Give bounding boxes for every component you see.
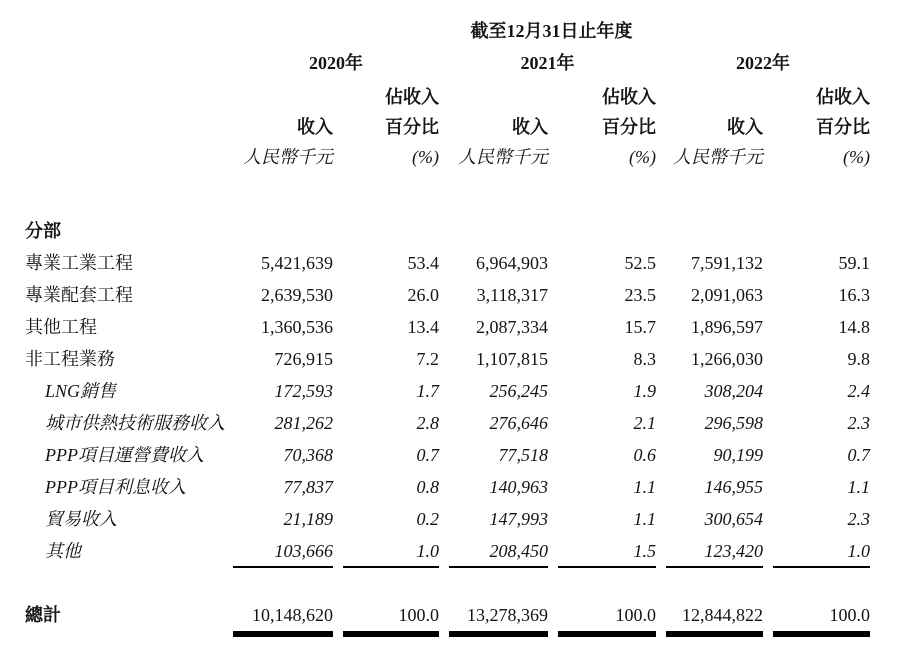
total-label: 總計 — [25, 605, 61, 626]
revenue-2020-cell: 5,421,639 — [261, 253, 333, 274]
total-pct-2021: 100.0 — [615, 605, 656, 626]
total-revenue-2022: 12,844,822 — [682, 605, 763, 626]
pct-2020-cell: 7.2 — [416, 349, 439, 370]
year-header-2022: 2022年 — [736, 53, 790, 74]
row-label: 其他工程 — [25, 317, 97, 338]
row-label: PPP項目運營費收入 — [45, 445, 204, 466]
single-rule — [558, 566, 656, 568]
spacer-cell — [25, 626, 233, 648]
pct-2021-cell: 1.9 — [633, 381, 656, 402]
row-label: 專業配套工程 — [25, 285, 133, 306]
revenue-2022-cell: 123,420 — [704, 541, 763, 562]
pct-2022-cell: 1.0 — [847, 541, 870, 562]
pct-2020-cell: 1.7 — [416, 381, 439, 402]
underline-cell — [548, 562, 656, 582]
row-label: 其他 — [45, 541, 81, 562]
year-header-row — [25, 42, 870, 74]
pct-2020-cell: 0.7 — [416, 445, 439, 466]
revenue-2020-cell: 103,666 — [274, 541, 333, 562]
double-rule-cell — [333, 626, 439, 648]
table-row — [25, 274, 870, 306]
single-rule — [343, 566, 439, 568]
table-row — [25, 370, 870, 402]
spacer-cell — [25, 74, 233, 108]
pct-2020-cell: 53.4 — [407, 253, 439, 274]
total-row — [25, 600, 870, 626]
total-double-rule-row — [25, 626, 870, 648]
table-row — [25, 306, 870, 338]
double-rule — [773, 631, 870, 637]
underline-cell — [233, 562, 333, 582]
table-row — [25, 242, 870, 274]
section-label: 分部 — [25, 221, 61, 242]
revenue-breakdown-table — [25, 12, 870, 648]
revenue-unit-2020: 人民幣千元 — [243, 147, 333, 168]
single-rule — [666, 566, 763, 568]
pct-2020-cell: 13.4 — [407, 317, 439, 338]
revenue-header-2022: 收入 — [727, 117, 763, 138]
pct-2021-cell: 1.1 — [633, 509, 656, 530]
pct-2021-cell: 8.3 — [633, 349, 656, 370]
double-rule — [449, 631, 548, 637]
pct-2021-cell: 2.1 — [633, 413, 656, 434]
single-rule — [773, 566, 870, 568]
pct-header-2021-line1: 佔收入 — [602, 87, 656, 108]
revenue-unit-2022: 人民幣千元 — [673, 147, 763, 168]
pct-2022-cell: 14.8 — [838, 317, 870, 338]
table-title: 截至12月31日止年度 — [470, 21, 633, 42]
revenue-2020-cell: 21,189 — [283, 509, 333, 530]
spacer-cell — [439, 74, 548, 108]
double-rule-cell — [233, 626, 333, 648]
revenue-2021-cell: 256,245 — [489, 381, 548, 402]
spacer-cell — [233, 212, 870, 242]
pct-2020-cell: 1.0 — [416, 541, 439, 562]
pct-2022-cell: 2.3 — [847, 509, 870, 530]
double-rule — [558, 631, 656, 637]
double-rule — [233, 631, 333, 637]
double-rule-cell — [656, 626, 763, 648]
pct-2022-cell: 0.7 — [847, 445, 870, 466]
revenue-2021-cell: 77,518 — [498, 445, 548, 466]
revenue-unit-2021: 人民幣千元 — [458, 147, 548, 168]
single-rule — [233, 566, 333, 568]
revenue-2022-cell: 1,896,597 — [691, 317, 763, 338]
revenue-2022-cell: 90,199 — [713, 445, 763, 466]
double-rule-cell — [548, 626, 656, 648]
pct-unit-2021: (%) — [629, 147, 656, 168]
revenue-2020-cell: 70,368 — [283, 445, 333, 466]
year-header-2021: 2021年 — [520, 53, 575, 74]
pct-2022-cell: 9.8 — [847, 349, 870, 370]
revenue-2021-cell: 1,107,815 — [476, 349, 548, 370]
underline-cell — [763, 562, 870, 582]
spacer-cell — [233, 74, 333, 108]
row-label: PPP項目利息收入 — [45, 477, 186, 498]
revenue-2022-cell: 2,091,063 — [691, 285, 763, 306]
spacer-cell — [25, 42, 233, 74]
pct-header-2020-line2: 百分比 — [385, 117, 439, 138]
pct-2021-cell: 1.1 — [633, 477, 656, 498]
revenue-2020-cell: 2,639,530 — [261, 285, 333, 306]
pct-2021-cell: 52.5 — [624, 253, 656, 274]
double-rule — [666, 631, 763, 637]
table-row — [25, 466, 870, 498]
pct-2022-cell: 2.3 — [847, 413, 870, 434]
year-header-2020: 2020年 — [309, 53, 363, 74]
revenue-2022-cell: 300,654 — [704, 509, 763, 530]
row-label: 貿易收入 — [45, 509, 117, 530]
double-rule-cell — [763, 626, 870, 648]
revenue-2020-cell: 172,593 — [274, 381, 333, 402]
revenue-2022-cell: 296,598 — [704, 413, 763, 434]
table-title-row — [25, 12, 870, 42]
revenue-2021-cell: 208,450 — [489, 541, 548, 562]
pct-2021-cell: 23.5 — [624, 285, 656, 306]
pct-header-2022-line1: 佔收入 — [816, 87, 870, 108]
revenue-2021-cell: 3,118,317 — [476, 285, 548, 306]
table-row — [25, 338, 870, 370]
pct-2021-cell: 1.5 — [633, 541, 656, 562]
revenue-header-2021: 收入 — [512, 117, 548, 138]
pct-header-line1-row — [25, 74, 870, 108]
double-rule-cell — [439, 626, 548, 648]
pct-2022-cell: 1.1 — [847, 477, 870, 498]
spacer-cell — [25, 138, 233, 168]
total-revenue-2021: 13,278,369 — [467, 605, 548, 626]
underline-cell — [439, 562, 548, 582]
row-label: 非工程業務 — [25, 349, 115, 370]
table-row — [25, 530, 870, 562]
spacer-cell — [25, 562, 233, 582]
single-rule — [449, 566, 548, 568]
pct-2022-cell: 16.3 — [838, 285, 870, 306]
pct-unit-2022: (%) — [843, 147, 870, 168]
pct-2020-cell: 0.2 — [416, 509, 439, 530]
section-header-row — [25, 212, 870, 242]
pct-2022-cell: 2.4 — [847, 381, 870, 402]
underline-cell — [333, 562, 439, 582]
row-label: LNG銷售 — [45, 381, 117, 402]
revenue-2022-cell: 7,591,132 — [691, 253, 763, 274]
table-row — [25, 402, 870, 434]
pct-2022-cell: 59.1 — [838, 253, 870, 274]
table-row — [25, 434, 870, 466]
pct-unit-2020: (%) — [412, 147, 439, 168]
unit-header-row — [25, 138, 870, 168]
revenue-2022-cell: 146,955 — [704, 477, 763, 498]
revenue-2020-cell: 281,262 — [274, 413, 333, 434]
revenue-2022-cell: 1,266,030 — [691, 349, 763, 370]
revenue-2021-cell: 276,646 — [489, 413, 548, 434]
revenue-2020-cell: 1,360,536 — [261, 317, 333, 338]
revenue-header-2020: 收入 — [297, 117, 333, 138]
total-pct-2022: 100.0 — [829, 605, 870, 626]
spacer-row — [25, 168, 870, 212]
row-label: 專業工業工程 — [25, 253, 133, 274]
total-pct-2020: 100.0 — [398, 605, 439, 626]
pct-2021-cell: 15.7 — [624, 317, 656, 338]
pct-header-2021-line2: 百分比 — [602, 117, 656, 138]
spacer-cell — [656, 74, 763, 108]
pct-header-2022-line2: 百分比 — [816, 117, 870, 138]
spacer-cell — [25, 108, 233, 138]
table-row — [25, 498, 870, 530]
revenue-2020-cell: 77,837 — [283, 477, 333, 498]
pct-2021-cell: 0.6 — [633, 445, 656, 466]
main-header-row — [25, 108, 870, 138]
revenue-2021-cell: 6,964,903 — [476, 253, 548, 274]
pct-header-2020-line1: 佔收入 — [385, 87, 439, 108]
double-rule — [343, 631, 439, 637]
revenue-2021-cell: 147,993 — [489, 509, 548, 530]
pct-2020-cell: 0.8 — [416, 477, 439, 498]
total-revenue-2020: 10,148,620 — [252, 605, 333, 626]
column-underline-row — [25, 562, 870, 582]
pct-2020-cell: 2.8 — [416, 413, 439, 434]
revenue-2022-cell: 308,204 — [704, 381, 763, 402]
pct-2020-cell: 26.0 — [407, 285, 439, 306]
revenue-2021-cell: 2,087,334 — [476, 317, 548, 338]
underline-cell — [656, 562, 763, 582]
row-label: 城市供熱技術服務收入 — [45, 413, 225, 434]
spacer-row — [25, 582, 870, 600]
revenue-2021-cell: 140,963 — [489, 477, 548, 498]
spacer-cell — [25, 12, 233, 42]
revenue-2020-cell: 726,915 — [274, 349, 333, 370]
